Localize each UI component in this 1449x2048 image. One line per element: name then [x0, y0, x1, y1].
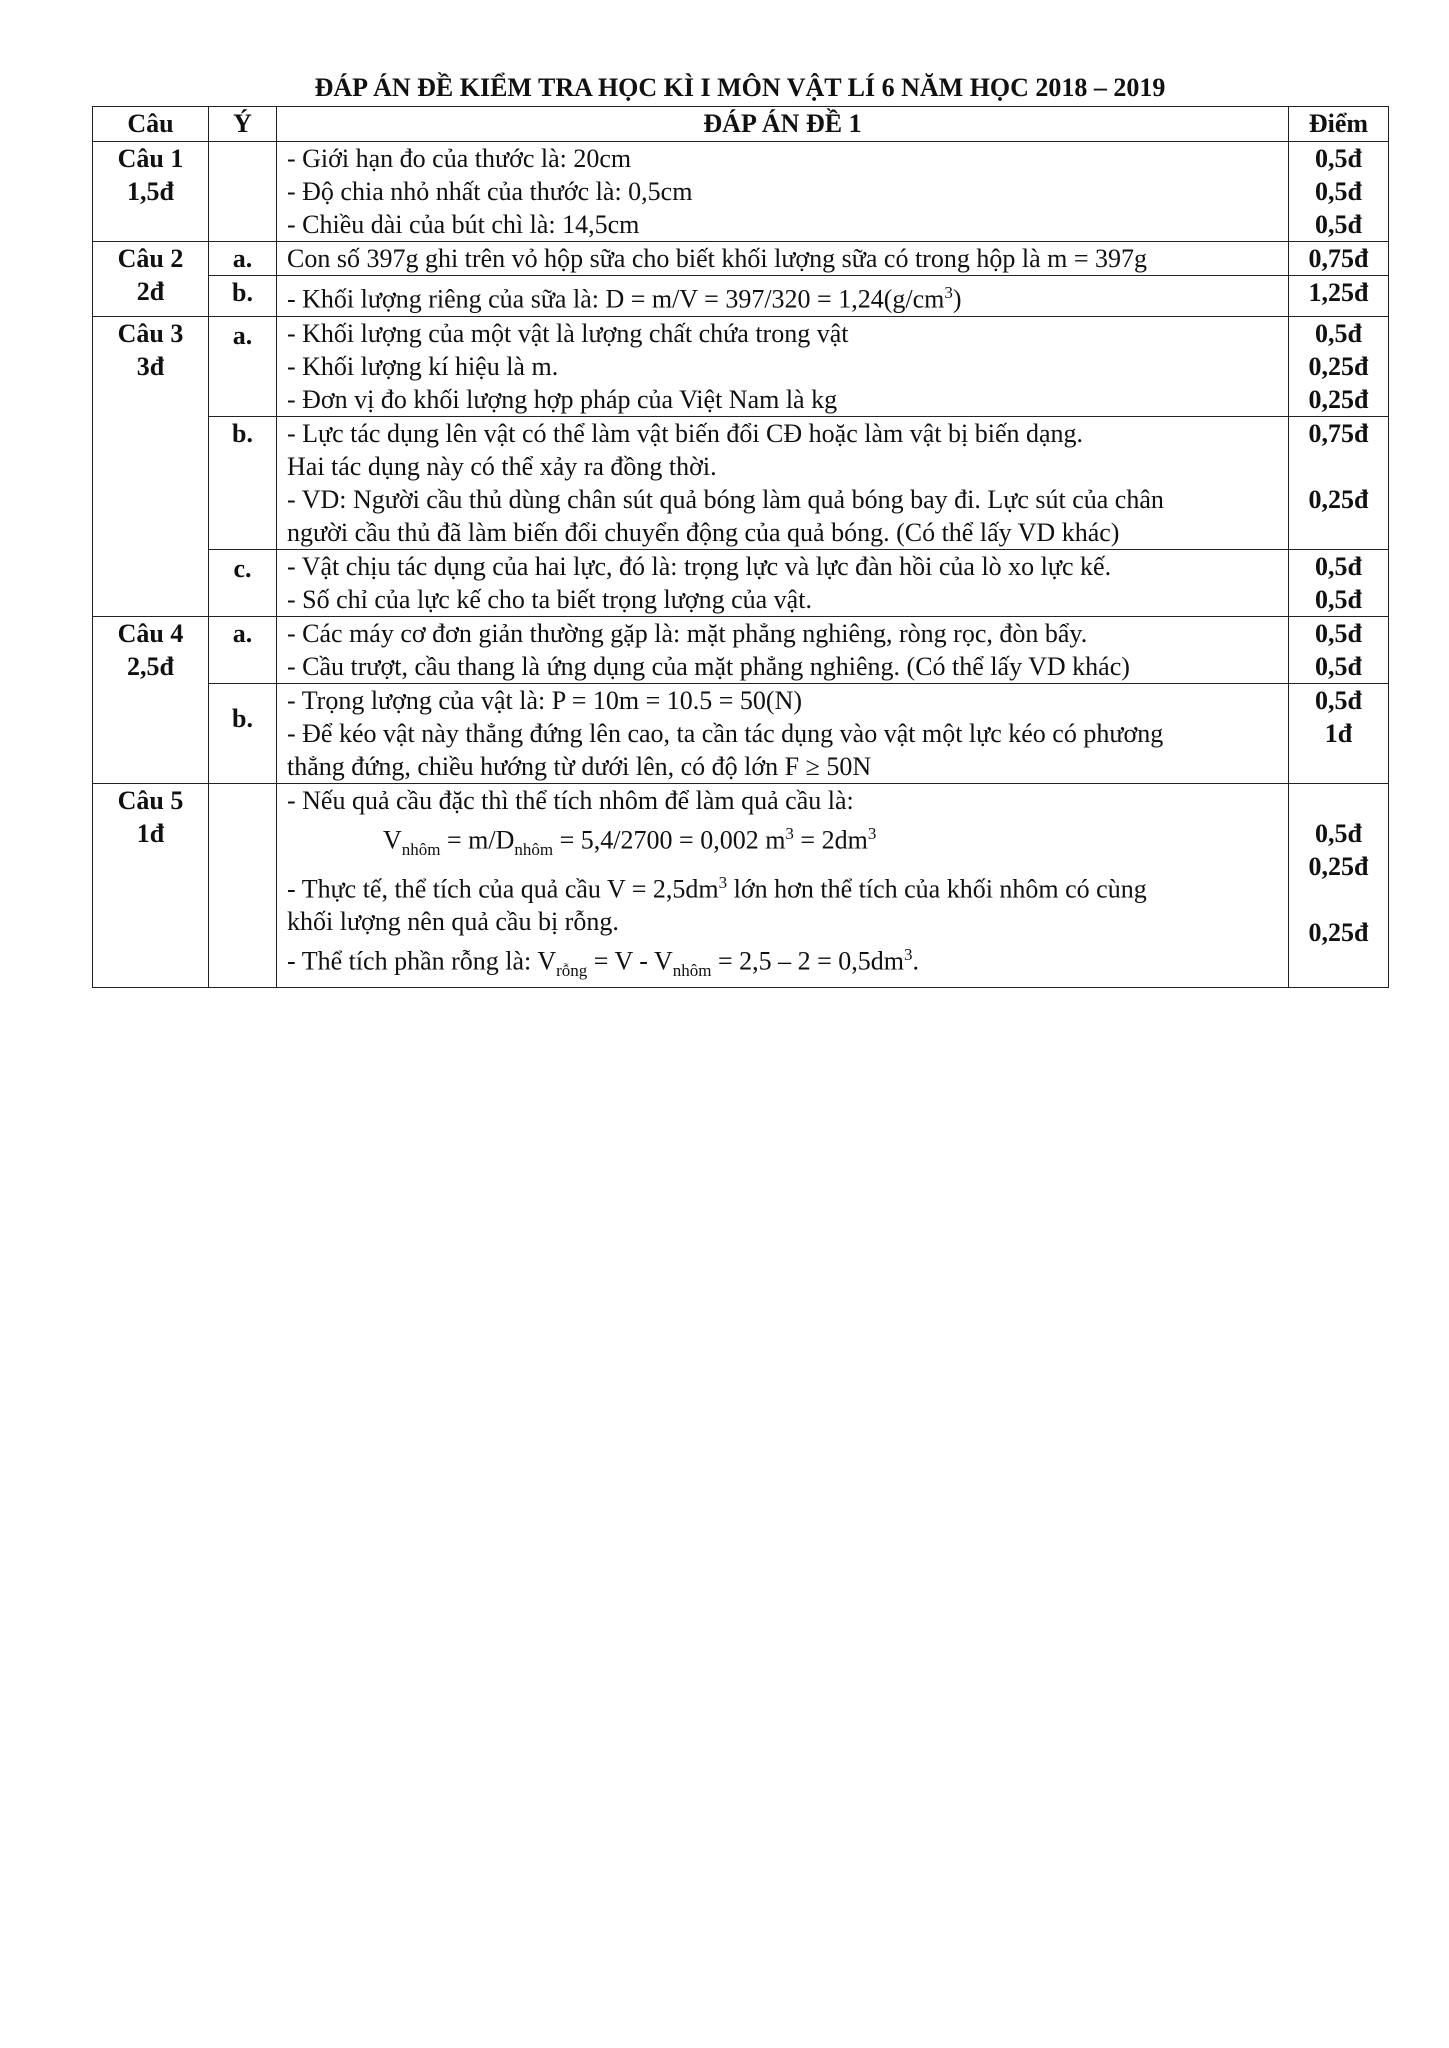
subscript: nhôm: [401, 839, 441, 859]
table-row: [93, 142, 1389, 242]
text-part: = V - V: [587, 946, 673, 976]
subscript: rỗng: [556, 961, 588, 980]
answer-cell: [277, 276, 1289, 317]
answer-line: [287, 866, 1278, 906]
text-part: ): [952, 284, 962, 314]
answer-line: Con số 397g ghi trên vỏ hộp sữa cho biết khối lượng sữa có trong hộp là m = 397g: [287, 244, 1147, 273]
text-part: lớn hơn thể tích của khối nhôm có cùng: [727, 874, 1147, 904]
header-diem: Điểm: [1289, 107, 1389, 142]
table-header-row: [93, 107, 1389, 142]
answer-line: - Giới hạn đo của thước là: 20cm: [287, 144, 632, 173]
answer-line: người cầu thủ đã làm biến đổi chuyển động của quả bóng. (Có thể lấy VD khác): [287, 517, 1120, 547]
score: 0,5đ: [1315, 144, 1362, 173]
score: 0,5đ: [1315, 651, 1362, 681]
score-gap: [1299, 450, 1378, 483]
answer-line: - Vật chịu tác dụng của hai lực, đó là: trọng lực và lực đàn hồi của lò xo lực kế.: [287, 551, 1112, 581]
table-row: [93, 416, 1389, 549]
answer-cell: [277, 316, 1289, 416]
score: 0,25đ: [1308, 384, 1369, 414]
subscript: nhôm: [672, 961, 712, 980]
score-cell: [1289, 242, 1389, 276]
text-part: = 5,4/2700 = 0,002 m: [553, 825, 786, 855]
score: 0,5đ: [1315, 584, 1362, 614]
score: 1,25đ: [1308, 278, 1369, 307]
score-cell: [1289, 416, 1389, 549]
answer-line: - Số chỉ của lực kế cho ta biết trọng lượng của vật.: [287, 584, 812, 614]
superscript: 3: [944, 283, 953, 302]
text-part: - Thực tế, thể tích của quả cầu V = 2,5dm: [287, 874, 719, 904]
text-part: = 2dm: [793, 825, 868, 855]
question-points: 3đ: [136, 351, 165, 381]
answer-line: Hai tác dụng này có thể xảy ra đồng thời.: [287, 451, 717, 481]
score: 0,25đ: [1308, 917, 1369, 947]
score-gap: [1299, 784, 1378, 817]
answer-line: - VD: Người cầu thủ dùng chân sút quả bóng làm quả bóng bay đi. Lực sút của chân: [287, 484, 1164, 514]
answer-cell: [277, 783, 1289, 987]
answer-line: [287, 276, 1278, 316]
header-y: Ý: [209, 107, 277, 142]
sub-label: c.: [209, 549, 277, 616]
page-title: ĐÁP ÁN ĐỀ KIỂM TRA HỌC KÌ I MÔN VẬT LÍ 6 NĂM HỌC 2018 – 2019: [314, 73, 1166, 102]
score: 0,5đ: [1315, 177, 1362, 206]
answer-line: khối lượng nên quả cầu bị rỗng.: [287, 907, 619, 937]
question-cell-3: [93, 316, 209, 616]
table-row: [93, 683, 1389, 783]
answer-line: - Độ chia nhỏ nhất của thước là: 0,5cm: [287, 177, 693, 206]
answer-line: thẳng đứng, chiều hướng từ dưới lên, có độ lớn F ≥ 50N: [287, 751, 872, 781]
score: 0,5đ: [1315, 685, 1362, 715]
answer-line: - Đơn vị đo khối lượng hợp pháp của Việt Nam là kg: [287, 384, 838, 414]
answer-cell: [277, 683, 1289, 783]
question-cell-5: [93, 783, 209, 987]
sub-label: a.: [209, 242, 277, 276]
score: 0,25đ: [1308, 351, 1369, 381]
score: 0,5đ: [1315, 618, 1362, 648]
answer-cell: [277, 416, 1289, 549]
answer-line: - Nếu quả cầu đặc thì thể tích nhôm để làm quả cầu là:: [287, 785, 854, 815]
score-cell: [1289, 616, 1389, 683]
answer-line: - Để kéo vật này thẳng đứng lên cao, ta cần tác dụng vào vật một lực kéo có phương: [287, 718, 1164, 748]
answer-line: - Trọng lượng của vật là: P = 10m = 10.5 = 50(N): [287, 685, 803, 715]
score: 1đ: [1324, 718, 1353, 748]
answer-line: - Chiều dài của bút chì là: 14,5cm: [287, 210, 640, 239]
score: 0,5đ: [1315, 551, 1362, 581]
sub-label: b.: [209, 416, 277, 549]
score-cell: [1289, 316, 1389, 416]
answer-line: - Các máy cơ đơn giản thường gặp là: mặt phẳng nghiêng, ròng rọc, đòn bẩy.: [287, 618, 1088, 648]
score-cell: [1289, 783, 1389, 987]
text-part: = m/D: [440, 825, 515, 855]
superscript: 3: [785, 823, 794, 843]
score: 0,5đ: [1315, 210, 1362, 239]
sub-label: b.: [209, 276, 277, 317]
table-row: [93, 276, 1389, 317]
table-row: [93, 242, 1389, 276]
question-label: Câu 4: [117, 618, 184, 648]
answer-cell: [277, 242, 1289, 276]
question-label: Câu 2: [117, 244, 184, 273]
score: 0,75đ: [1308, 244, 1369, 273]
sub-label: a.: [209, 316, 277, 416]
text-part: .: [912, 946, 920, 976]
table-row: [93, 549, 1389, 616]
header-cau: Câu: [93, 107, 209, 142]
score: 0,25đ: [1308, 484, 1369, 514]
answer-line: - Cầu trượt, cầu thang là ứng dụng của mặt phẳng nghiêng. (Có thể lấy VD khác): [287, 651, 1130, 681]
subscript: nhôm: [514, 839, 554, 859]
answer-cell: [277, 616, 1289, 683]
answer-line: - Khối lượng kí hiệu là m.: [287, 351, 559, 381]
answer-line: - Lực tác dụng lên vật có thể làm vật biến đổi CĐ hoặc làm vật bị biến dạng.: [287, 418, 1084, 448]
answer-line: - Khối lượng của một vật là lượng chất chứa trong vật: [287, 318, 849, 348]
answer-cell: [277, 549, 1289, 616]
question-points: 2đ: [136, 277, 165, 306]
score-cell: [1289, 276, 1389, 317]
table-row: [93, 616, 1389, 683]
question-points: 1đ: [136, 818, 165, 848]
text-part: = 2,5 – 2 = 0,5dm: [711, 946, 905, 976]
table-row: [93, 316, 1389, 416]
answer-cell: [277, 142, 1289, 242]
question-points: 1,5đ: [127, 177, 174, 206]
sub-label: a.: [209, 616, 277, 683]
question-label: Câu 3: [117, 318, 184, 348]
superscript: 3: [904, 945, 913, 965]
sub-cell: [209, 142, 277, 242]
question-cell-4: [93, 616, 209, 783]
question-points: 2,5đ: [127, 651, 174, 681]
question-cell-2: [93, 242, 209, 317]
text-part: - Khối lượng riêng của sữa là: D = m/V = 397/320 = 1,24(g/cm: [287, 284, 945, 314]
answer-line: [287, 938, 1278, 987]
sub-cell: [209, 783, 277, 987]
question-cell-1: [93, 142, 209, 242]
text-part: - Thể tích phần rỗng là: V: [287, 946, 557, 976]
table-row: [93, 783, 1389, 987]
header-dap-an: ĐÁP ÁN ĐỀ 1: [277, 107, 1289, 142]
question-label: Câu 5: [117, 785, 184, 815]
score-gap: [1299, 883, 1378, 916]
score: 0,75đ: [1308, 418, 1369, 448]
score-cell: [1289, 683, 1389, 783]
sub-label: b.: [209, 683, 277, 783]
question-label: Câu 1: [117, 144, 184, 173]
formula-line: [287, 817, 1278, 866]
score: 0,5đ: [1315, 818, 1362, 848]
superscript: 3: [867, 823, 877, 843]
score: 0,25đ: [1308, 851, 1369, 881]
answer-table: [92, 106, 1389, 988]
superscript: 3: [718, 872, 728, 892]
score: 0,5đ: [1315, 318, 1362, 348]
score-cell: [1289, 549, 1389, 616]
text-part: V: [383, 825, 402, 855]
score-cell: [1289, 142, 1389, 242]
